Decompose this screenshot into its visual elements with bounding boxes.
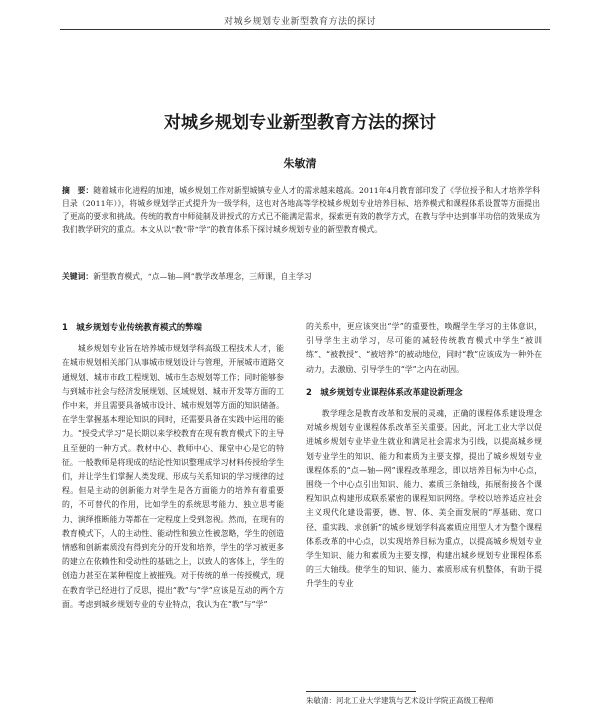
author-footnote: 朱敏清：河北工业大学建筑与艺术设计学院正高级工程师 bbox=[306, 696, 494, 705]
right-column bbox=[306, 320, 542, 592]
abstract bbox=[62, 184, 540, 236]
abstract-label: 摘 要： bbox=[62, 186, 94, 195]
section-2-heading: 2 城乡规划专业课程体系改革建设新理念 bbox=[306, 386, 463, 397]
paper-title: 对城乡规划专业新型教育方法的探讨 bbox=[164, 113, 436, 133]
keywords bbox=[62, 270, 540, 283]
section-1-heading: 1 城乡规划专业传统教育模式的弊端 bbox=[62, 322, 202, 332]
section-1-continued: 的关系中，更应该突出“学”的重要性，唤醒学生学习的主体意识，引导学生主动学习，尽可能的减轻传统教育模式中学生“被训练”、“被教授”、“被培养”的被动地位，同时“教”应该成为一种外在动力，去激励、引导学生的“学”之内在动因。 bbox=[306, 322, 542, 374]
abstract-text: 随着城市化进程的加速，城乡规划工作对新型城镇专业人才的需求越来越高。2011年4月教育部印发了《学位授予和人才培养学科目录（2011年）》，将城乡规划学正式提升为一级学科，这也对各地高等学校城乡规划专业培养目标、培养模式和课程体系设置等方面提出了更高的要求和挑战。传统的教育中师徒制及讲授式的方式已不能满足需求，探索更有效的教学方式，在教与学中达到事半功倍的效果成为我们教学研究的重点。本文从以“教”带“学”的教育体系下探讨城乡规划专业的新型教育模式。 bbox=[62, 186, 540, 234]
section-2-paragraph: 教学理念是教育改革和发展的灵魂，正确的课程体系建设理念对城乡规划专业课程体系改革至关重要。因此，河北工业大学以促进城乡规划专业毕业生就业和满足社会需求为引线，以提高城乡规划专业学生的知识、能力和素质为主要支撑，提出了城乡规划专业课程体系的“点—轴—网”课程改革理念，即以培养目标为中心点，围绕一个中心点引出知识、能力、素质三条轴线，拓展衔接各个课程知识点构建形成联系紧密的课程知识网络。学校以培养适应社会主义现代化建设需要，德、智、体、美全面发展的“厚基础、宽口径、重实践、求创新”的城乡规划学科高素质应用型人才为整个课程体系改革的中心点，以实现培养目标为重点，以提高城乡规划专业学生知识、能力和素质为主要支撑，构建出城乡规划专业课程体系的三大轴线。使学生的知识、能力、素质形成有机整体，有助于提升学生的专业 bbox=[306, 409, 542, 589]
keywords-text: 新型教育模式，“点—轴—网”教学改革理念，三师课，自主学习 bbox=[93, 272, 312, 281]
section-1-paragraph: 城乡规划专业旨在培养城市规划学科高级工程技术人才，能在城市规划相关部门从事城市规划设计与管理，开展城市道路交通规划、城市市政工程规划、城市生态规划等工作；同时能够参与到城市社会与经济发展规划、区域规划、城市开发等方面的工作中来，并且需要具备城市设计、城市规划等方面的知识储备。在学生掌握基本理论知识的同时，还需要具备在实践中运用的能力。“授受式学习”是长期以来学校教育在现有教育模式下的主导且至便的一种方式。教材中心、教师中心、课堂中心是它的特征。一般教师是将现成的结论性知识整理成学习材料传授给学生们，并让学生们掌握人类发现、形成与关系知识的学习规律的过程。但是主动的创新能力对学生是各方面能力的培养有着重要的，不可替代的作用，比如学生的系统思考能力、独立思考能力、演绎推断能力等都在一定程度上受到忽视。然而，在现有的教育模式下，人的主动性、能动性和独立性被忽略，学生的创造情感和创新素质没有得到充分的开发和培养，学生的学习被更多的建立在依赖性和受动性的基础之上，以致人的客体上，学生的创造力甚至在某种程度上被摧残。对于传统的单一传授模式，现在教育学已经进行了反思，提出“教”与“学”应该是互动的两个方面。考虑到城乡规划专业的专业特点，我认为在“教”与“学” bbox=[62, 344, 284, 609]
left-column bbox=[62, 320, 284, 612]
header-rule bbox=[60, 29, 550, 30]
author-name: 朱敏清 bbox=[283, 157, 317, 170]
running-head: 对城乡规划专业新型教育方法的探讨 bbox=[223, 17, 376, 27]
footnote-rule bbox=[306, 691, 416, 692]
keywords-label: 关键词： bbox=[62, 272, 94, 281]
